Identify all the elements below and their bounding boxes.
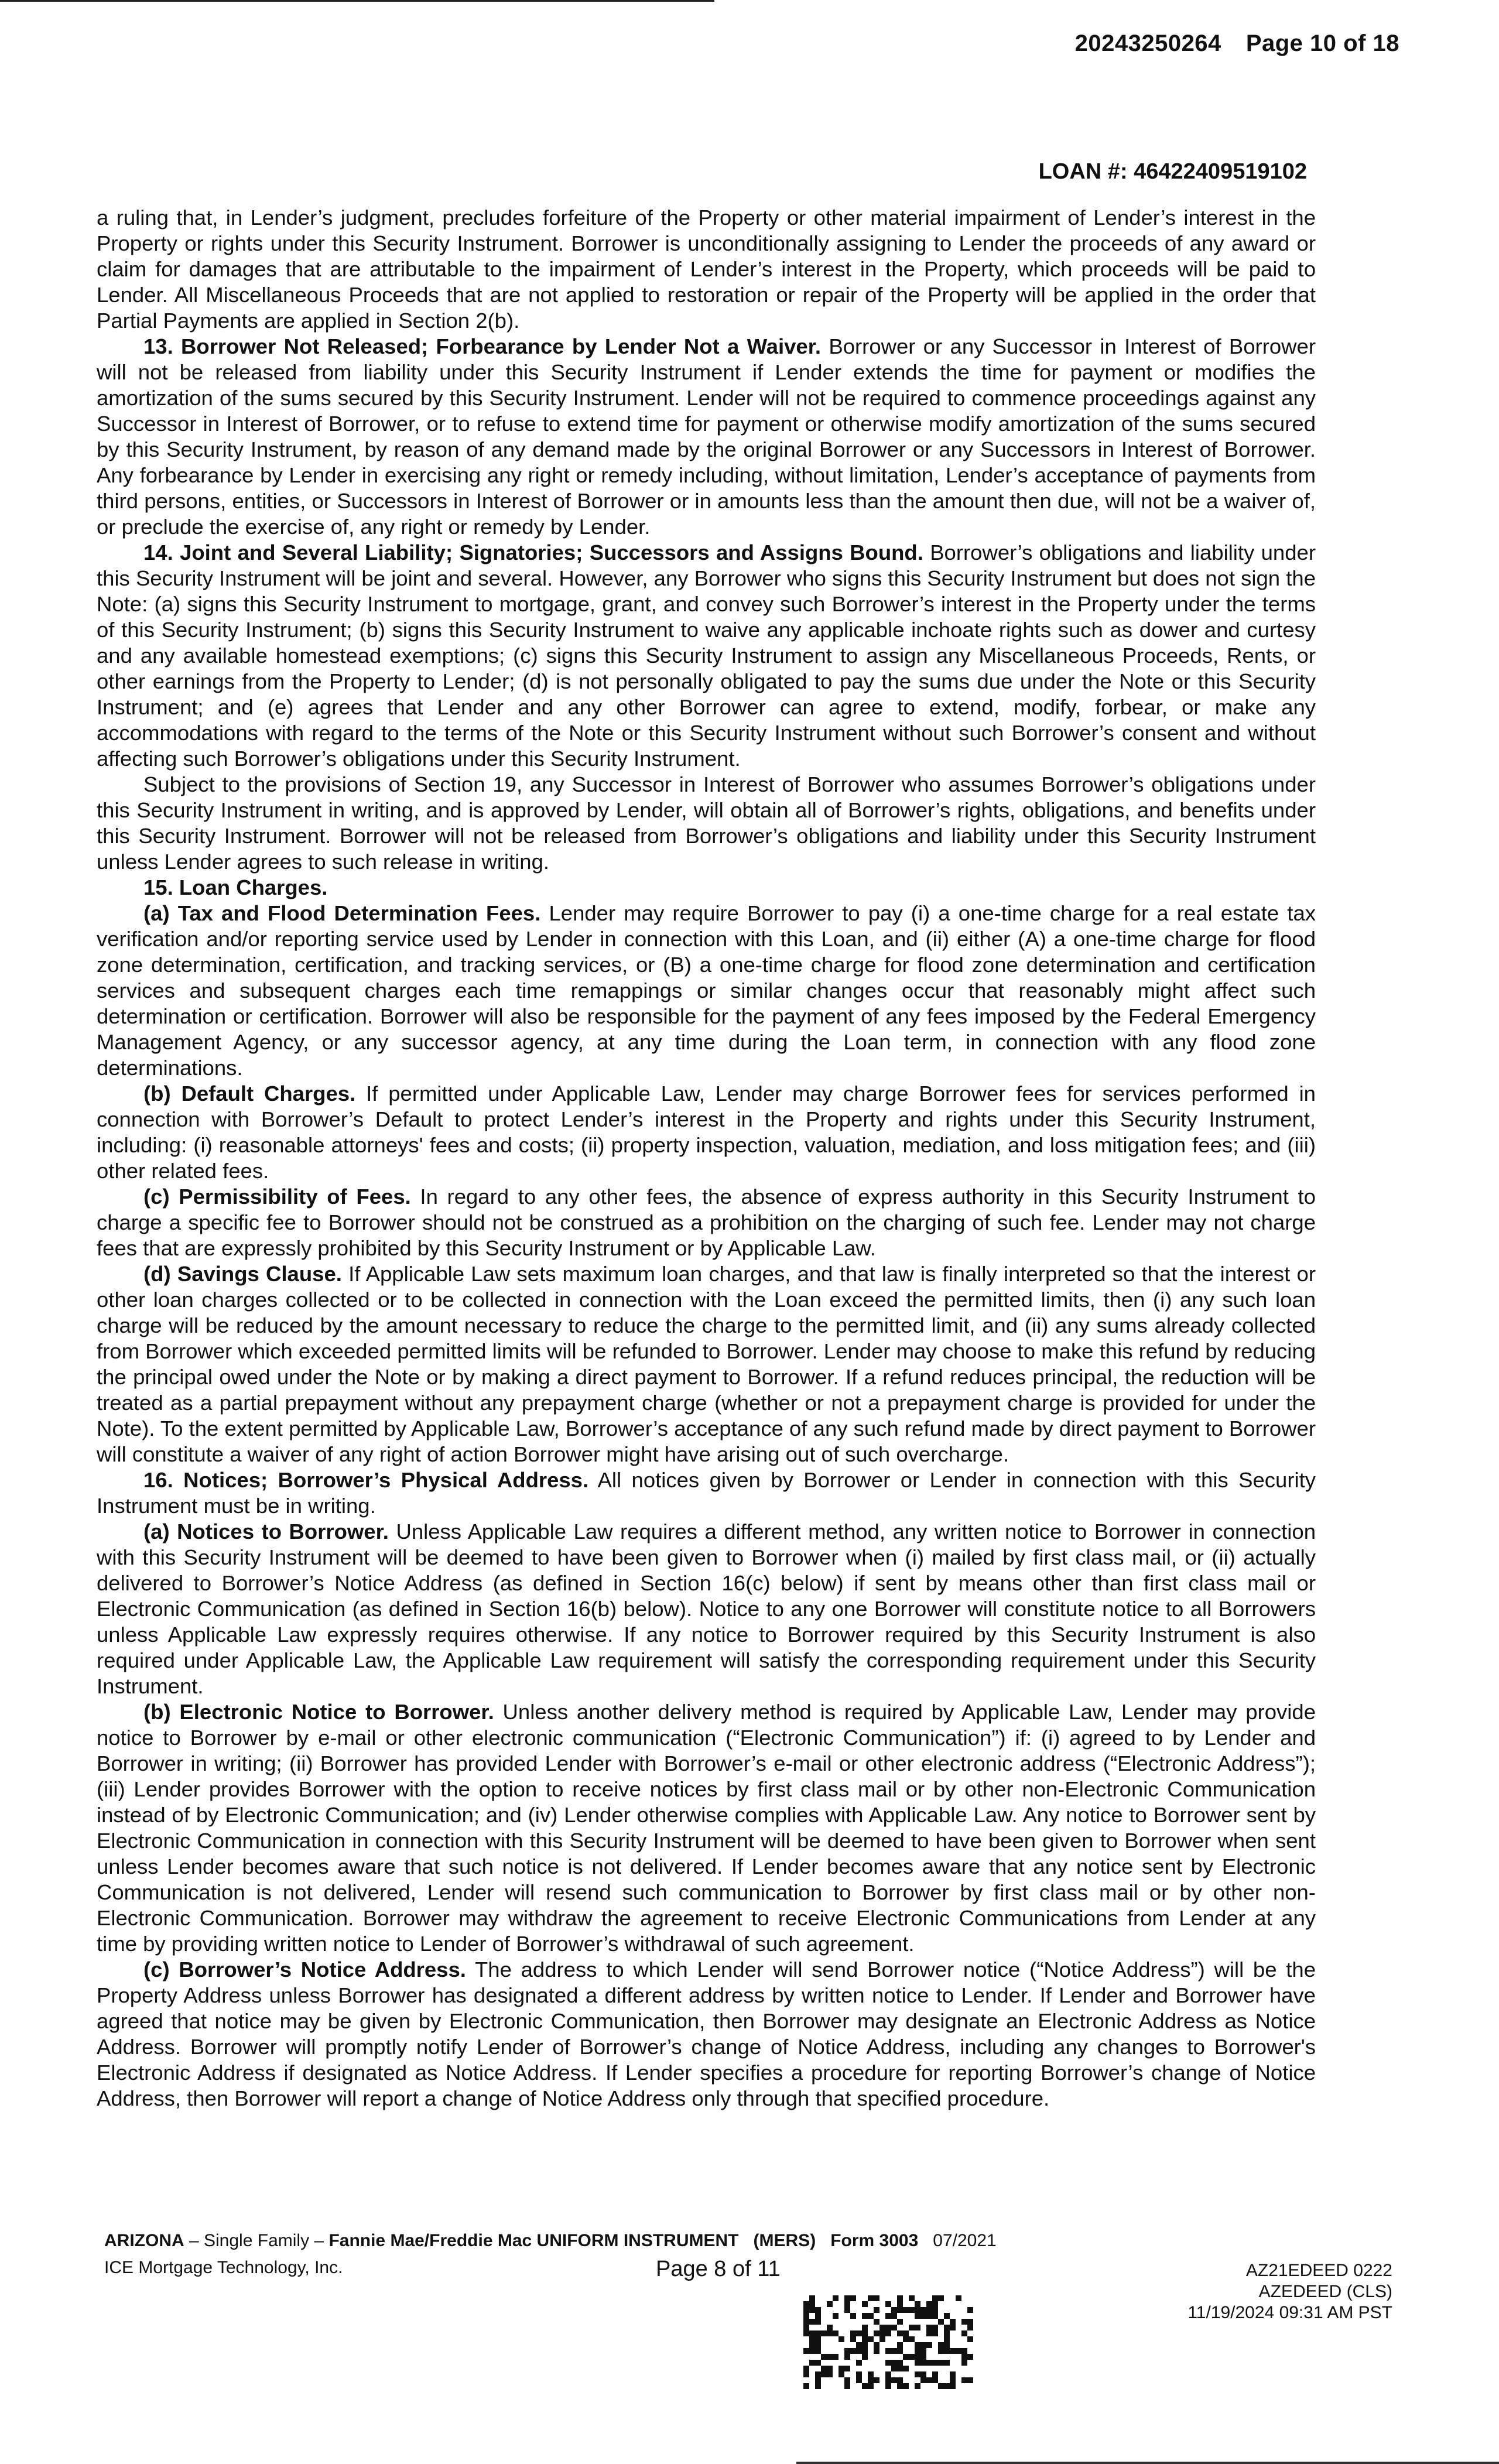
footer-page: Page 8 of 11 bbox=[656, 2257, 781, 2281]
section-15d bbox=[97, 1261, 1316, 1467]
footer-state: ARIZONA bbox=[104, 2231, 184, 2250]
section-13 bbox=[97, 334, 1316, 540]
footer-codes bbox=[1187, 2260, 1392, 2323]
section-16b-text: Unless another delivery method is required by Applicable Law, Lender may provide notice to Borrower by e-mail or other electronic communication (“Electronic Communication”) if: (i) agreed to by Lender and Borrower in writing; (ii) Borrower has provided Lender with Borrower’s e-mail or other electronic address (“Electronic Address”); (iii) Lender provides Borrower with the option to receive notices by first class mail or by other non-Electronic Communication instead of by Electronic Communication; and (iv) Lender otherwise complies with Applicable Law. Any notice to Borrower sent by Electronic Communication in connection with this Security Instrument will be deemed to have been given to Borrower when sent unless Lender becomes aware that such notice is not delivered. If Lender becomes aware that any notice sent by Electronic Communication is not delivered, Lender will resend such communication to Borrower by first class mail or by other non-Electronic Communication. Borrower may withdraw the agreement to receive Electronic Communications from Lender at any time by providing written notice to Lender of Borrower’s withdrawal of such agreement. bbox=[97, 1700, 1316, 1956]
bottom-rule bbox=[796, 2462, 1499, 2464]
section-15b bbox=[97, 1081, 1316, 1184]
footer-code-1: AZ21EDEED 0222 bbox=[1245, 2261, 1392, 2280]
page-counter: Page 10 of 18 bbox=[1245, 30, 1399, 56]
section-16 bbox=[97, 1467, 1316, 1519]
section-16c-text: The address to which Lender will send Borrower notice (“Notice Address”) will be the Property Address unless Borrower has designated a different address by written notice to Lender. If Lender and Borrower have agreed that notice may be given by Electronic Communication, then Borrower may designate an Electronic Address as Notice Address. Borrower will promptly notify Lender of Borrower’s change of Notice Address, including any changes to Borrower's Electronic Address if designated as Notice Address. If Lender specifies a procedure for reporting Borrower’s change of Notice Address, then Borrower will report a change of Notice Address only through that specified procedure. bbox=[97, 1957, 1316, 2110]
footer-form-line bbox=[104, 2231, 997, 2251]
section-14-paragraph-2: Subject to the provisions of Section 19, any Successor in Interest of Borrower who assumes Borrower’s obligations under this Security Instrument in writing, and is approved by Lender, will obtain all of Borrower’s rights, obligations, and benefits under this Security Instrument. Borrower will not be released from Borrower’s obligations and liability under this Security Instrument unless Lender agrees to such release in writing. bbox=[97, 772, 1316, 874]
section-16-text: All notices given by Borrower or Lender in connection with this Security Instrument must be in writing. bbox=[97, 1468, 1316, 1518]
footer-instrument: Fannie Mae/Freddie Mac UNIFORM INSTRUMENT bbox=[328, 2231, 739, 2250]
footer-timestamp: 11/19/2024 09:31 AM PST bbox=[1187, 2303, 1392, 2322]
footer-code-2: AZEDEED (CLS) bbox=[1258, 2282, 1392, 2301]
section-15a-text: Lender may require Borrower to pay (i) a one-time charge for a real estate tax verification and/or reporting service used by Lender in connection with this Loan, and (ii) either (A) a one-time charge for flood zone determination, certification, and tracking services, or (B) a one-time charge for flood zone determination and certification services and subsequent charges each time remappings or similar changes occur that reasonably might affect such determination or certification. Borrower will also be responsible for the payment of any fees imposed by the Federal Emergency Management Agency, or any successor agency, at any time during the Loan term, in connection with any flood zone determinations. bbox=[97, 901, 1316, 1080]
section-15b-text: If permitted under Applicable Law, Lender may charge Borrower fees for services performed in connection with Borrower’s Default to protect Lender’s interest in the Property and rights under this Security Instrument, including: (i) reasonable attorneys' fees and costs; (ii) property inspection, valuation, mediation, and loss mitigation fees; and (iii) other related fees. bbox=[97, 1082, 1316, 1183]
section-16c bbox=[97, 1957, 1316, 2111]
section-16-title: 16. Notices; Borrower’s Physical Address. bbox=[143, 1468, 589, 1492]
barcode-image bbox=[803, 2295, 973, 2389]
section-16b bbox=[97, 1699, 1316, 1957]
section-14-title: 14. Joint and Several Liability; Signatories; Successors and Assigns Bound. bbox=[143, 540, 923, 564]
section-15b-title: (b) Default Charges. bbox=[143, 1082, 356, 1106]
paragraph-continuation: a ruling that, in Lender’s judgment, precludes forfeiture of the Property or other material impairment of Lender’s interest in the Property or rights under this Security Instrument. Borrower is unconditionally assigning to Lender the proceeds of any award or claim for damages that are attributable to the impairment of Lender’s interest in the Property, which proceeds will be paid to Lender. All Miscellaneous Proceeds that are not applied to restoration or repair of the Property will be applied in the order that Partial Payments are applied in Section 2(b). bbox=[97, 206, 1316, 333]
section-16a-text: Unless Applicable Law requires a different method, any written notice to Borrower in connection with this Security Instrument will be deemed to have been given to Borrower when (i) mailed by first class mail, or (ii) actually delivered to Borrower’s Notice Address (as defined in Section 16(c) below) if sent by means other than first class mail or Electronic Communication (as defined in Section 16(b) below). Notice to any one Borrower will constitute notice to all Borrowers unless Applicable Law expressly requires otherwise. If any notice to Borrower required by this Security Instrument is also required under Applicable Law, the Applicable Law requirement will satisfy the corresponding requirement under this Security Instrument. bbox=[97, 1520, 1316, 1698]
footer-form-date: 07/2021 bbox=[933, 2231, 997, 2250]
section-15 bbox=[97, 875, 1316, 901]
section-16a-title: (a) Notices to Borrower. bbox=[143, 1520, 389, 1544]
section-15c bbox=[97, 1184, 1316, 1261]
section-15d-title: (d) Savings Clause. bbox=[143, 1262, 342, 1286]
section-16a bbox=[97, 1519, 1316, 1699]
section-14-text: Borrower’s obligations and liability under this Security Instrument will be joint and several. However, any Borrower who signs this Security Instrument but does not sign the Note: (a) signs this Security Instrument to mortgage, grant, and convey such Borrower’s interest in the Property under the terms of this Security Instrument; (b) signs this Security Instrument to waive any applicable inchoate rights such as dower and curtesy and any available homestead exemptions; (c) signs this Security Instrument to assign any Miscellaneous Proceeds, Rents, or other earnings from the Property to Lender; (d) is not personally obligated to pay the sums due under the Note or this Security Instrument; and (e) agrees that Lender and any other Borrower can agree to extend, modify, forbear, or make any accommodations with regard to the terms of the Note or this Security Instrument without such Borrower’s consent and without affecting such Borrower’s obligations under this Security Instrument. bbox=[97, 540, 1316, 771]
section-15c-text: In regard to any other fees, the absence of express authority in this Security Instrument to charge a specific fee to Borrower should not be construed as a prohibition on the charging of such fee. Lender may not charge fees that are expressly prohibited by this Security Instrument or by Applicable Law. bbox=[97, 1185, 1316, 1260]
section-15a bbox=[97, 901, 1316, 1081]
section-15-title: 15. Loan Charges. bbox=[143, 875, 328, 899]
document-number: 20243250264 bbox=[1074, 30, 1221, 56]
footer-family: – Single Family – bbox=[184, 2231, 329, 2250]
section-13-title: 13. Borrower Not Released; Forbearance by Lender Not a Waiver. bbox=[143, 334, 822, 358]
footer-mers: (MERS) bbox=[753, 2231, 816, 2250]
section-13-text: Borrower or any Successor in Interest of Borrower will not be released from liability under this Security Instrument if Lender extends the time for payment or modifies the amortization of the sums secured by this Security Instrument. Lender will not be required to commence proceedings against any Successor in Interest of Borrower, or to refuse to extend time for payment or otherwise modify amortization of the sums secured by this Security Instrument, by reason of any demand made by the original Borrower or any Successors in Interest of Borrower. Any forbearance by Lender in exercising any right or remedy including, without limitation, Lender’s acceptance of payments from third persons, entities, or Successors in Interest of Borrower or in amounts less than the amount then due, will not be a waiver of, or preclude the exercise of, any right or remedy by Lender. bbox=[97, 334, 1316, 539]
section-15d-text: If Applicable Law sets maximum loan charges, and that law is finally interpreted so that the interest or other loan charges collected or to be collected in connection with the Loan exceed the permitted limits, then (i) any such loan charge will be reduced by the amount necessary to reduce the charge to the permitted limit, and (ii) any sums already collected from Borrower which exceeded permitted limits will be refunded to Borrower. Lender may choose to make this refund by reducing the principal owed under the Note or by making a direct payment to Borrower. If a refund reduces principal, the reduction will be treated as a partial prepayment without any prepayment charge (whether or not a prepayment charge is provided for under the Note). To the extent permitted by Applicable Law, Borrower’s acceptance of any such refund made by direct payment to Borrower will constitute a waiver of any right of action Borrower might have arising out of such overcharge. bbox=[97, 1262, 1316, 1466]
section-16c-title: (c) Borrower’s Notice Address. bbox=[143, 1957, 466, 1982]
footer-company: ICE Mortgage Technology, Inc. bbox=[104, 2258, 343, 2277]
top-rule bbox=[0, 0, 714, 2]
document-body bbox=[97, 205, 1316, 2111]
page-header bbox=[1075, 30, 1399, 57]
loan-number: LOAN #: 46422409519102 bbox=[1038, 159, 1307, 184]
section-16b-title: (b) Electronic Notice to Borrower. bbox=[143, 1700, 494, 1724]
section-15a-title: (a) Tax and Flood Determination Fees. bbox=[143, 901, 541, 925]
section-15c-title: (c) Permissibility of Fees. bbox=[143, 1185, 411, 1209]
footer-form: Form 3003 bbox=[830, 2231, 919, 2250]
section-14 bbox=[97, 540, 1316, 772]
